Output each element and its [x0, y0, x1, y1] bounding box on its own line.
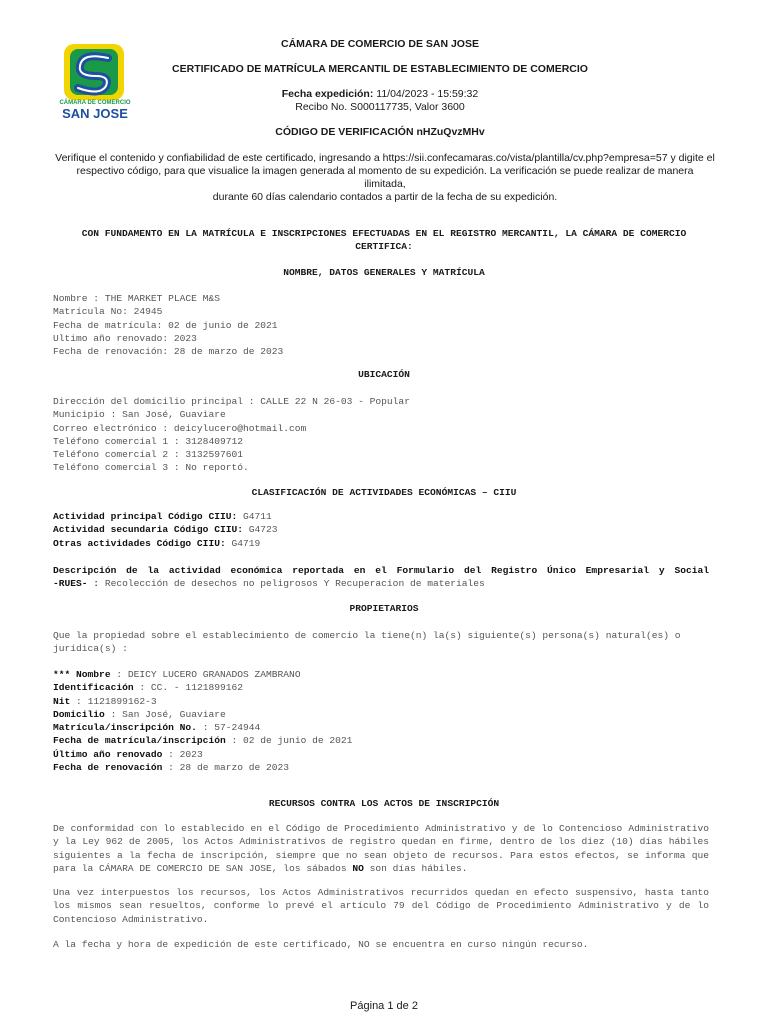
owner-sep: : [162, 762, 180, 774]
page-number: Página 1 de 2 [350, 1000, 418, 1012]
owner-sep: : [196, 722, 215, 734]
notice-line: respectivo código, para que visualice la imagen generada al momento de su expedición. La verificación se puede realizar de manera ilimitada, [76, 165, 694, 190]
resources-paragraph-1 [53, 822, 709, 875]
rues-label: -RUES- [53, 578, 88, 590]
location-heading: UBICACIÓN [358, 369, 410, 380]
general-line: Fecha de matrícula: 02 de junio de 2021 [53, 319, 278, 331]
ciiu-label: Actividad principal Código CIIU: [53, 511, 238, 522]
issue-date [160, 88, 600, 101]
ciiu-label: Actividad secundaria Código CIIU: [53, 524, 243, 536]
location-line: Teléfono comercial 2 : 3132597601 [53, 449, 243, 461]
owners-heading: PROPIETARIOS [349, 603, 419, 614]
owner-value: 1121899162-3 [87, 695, 157, 707]
notice-line: Verifique el contenido y confiabilidad de este certificado, ingresando a https://sii.confecamaras.co/vista/plantilla/cv.php?empresa=57 y digite el [55, 152, 715, 164]
owner-label: *** Nombre [53, 669, 111, 680]
owner-sep: : [110, 669, 128, 680]
resources-p1-bold: NO [352, 862, 364, 874]
owner-sep: : [225, 735, 243, 747]
general-heading: NOMBRE, DATOS GENERALES Y MATRÍCULA [283, 267, 485, 278]
owners-intro [53, 629, 721, 656]
intro [50, 227, 718, 254]
location-line: Teléfono comercial 3 : No reportó. [53, 462, 249, 474]
ciiu-heading: CLASIFICACIÓN DE ACTIVIDADES ECONÓMICAS – CIIU [251, 487, 517, 498]
owner-value: 28 de marzo de 2023 [179, 762, 290, 774]
general-line: Matrícula No: 24945 [53, 306, 163, 318]
owner-value: 57-24944 [214, 722, 261, 734]
owner-label: Fecha de renovación [53, 762, 163, 774]
ciiu-value: G4723 [248, 524, 278, 536]
owner-label: Fecha de matrícula/inscripción [53, 735, 226, 747]
location-line: Correo electrónico : deicylucero@hotmail.com [53, 422, 307, 434]
activity-desc-value: Recolección de desechos no peligrosos Y Recuperacion de materiales [104, 578, 485, 590]
ciiu-label: Otras actividades Código CIIU: [53, 537, 226, 549]
owner-label: Último año renovado [53, 748, 163, 760]
logo-text-bottom: SAN JOSE [62, 106, 128, 121]
owner-label: Nit [53, 695, 71, 707]
resources-paragraph-2: Una vez interpuestos los recursos, los Actos Administrativos recurridos quedan en efecto suspensivo, hasta tanto los mismos sean resueltos, conforme lo prevé el artículo 79 del Código de Procedimiento Administrativo y de lo Contencioso Administrativo. [53, 887, 709, 925]
resources-heading: RECURSOS CONTRA LOS ACTOS DE INSCRIPCIÓN [268, 798, 500, 809]
general-line: Ultimo año renovado: 2023 [53, 332, 197, 344]
resources-p1-text: De conformidad con lo establecido en el Código de Procedimiento Administrativo y de lo Contencioso Administrativo y la Ley 962 de 2005, los Actos Administrativos de registro quedan en firme, dentro de los diez (10) días hábiles siguientes a la fecha de inscripción, siempre que no sean objeto de recursos. Para estos efectos, se informa que para la CÁMARA DE COMERCIO DE SAN JOSE, los sábados [53, 823, 709, 874]
ciiu-value: G4711 [243, 511, 272, 522]
issue-date-label: Fecha expedición: [281, 88, 374, 100]
org-name: CÁMARA DE COMERCIO DE SAN JOSE [281, 38, 479, 50]
owner-data [53, 668, 721, 774]
general-line: Nombre : THE MARKET PLACE M&S [53, 293, 220, 304]
owner-value: 2023 [179, 748, 203, 760]
general-line: Fecha de renovación: 28 de marzo de 2023 [53, 346, 284, 358]
activity-desc-label: Descripción de la actividad económica reportada en el Formulario del Registro Único Empresarial y Social [53, 565, 709, 576]
owner-sep: : [70, 695, 88, 707]
resources-p1-tail: son días hábiles. [363, 862, 468, 874]
issue-date-value: 11/04/2023 - 15:59:32 [376, 88, 479, 100]
location-line: Dirección del domicilio principal : CALLE 22 N 26-03 - Popular [53, 396, 410, 407]
certificate-title: CERTIFICADO DE MATRÍCULA MERCANTIL DE ESTABLECIMIENTO DE COMERCIO [172, 63, 588, 75]
notice-line: durante 60 días calendario contados a partir de la fecha de su expedición. [212, 191, 558, 203]
intro-line: CERTIFICA: [355, 241, 413, 253]
resources-paragraph-3: A la fecha y hora de expedición de este certificado, NO se encuentra en curso ningún recurso. [53, 939, 589, 950]
location-data [53, 395, 721, 475]
desc-sep: : [87, 578, 105, 590]
intro-line: CON FUNDAMENTO EN LA MATRÍCULA E INSCRIPCIONES EFECTUADAS EN EL REGISTRO MERCANTIL, LA CÁMARA DE COMERCIO [81, 228, 687, 239]
owner-sep: : [133, 682, 151, 694]
owner-value: San José, Guaviare [122, 708, 226, 720]
verification-code: CÓDIGO DE VERIFICACIÓN nHZuQvzMHv [275, 126, 485, 138]
verification-notice [55, 152, 715, 204]
owner-sep: : [104, 708, 123, 720]
activity-description [53, 564, 709, 591]
receipt: Recibo No. S000117735, Valor 3600 [295, 101, 465, 113]
owner-value: CC. - 1121899162 [150, 682, 244, 694]
owners-intro-line: jurídica(s) : [53, 643, 128, 655]
ciiu-data [53, 510, 721, 550]
owner-value: 02 de junio de 2021 [243, 735, 353, 747]
owner-label: Matrícula/inscripción No. [53, 722, 197, 734]
owner-label: Domicilio [53, 708, 105, 720]
logo-text-top: CÁMARA DE COMERCIO [59, 100, 131, 106]
location-line: Municipio : San José, Guaviare [53, 409, 226, 421]
location-line: Teléfono comercial 1 : 3128409712 [53, 435, 243, 447]
general-data [53, 292, 721, 358]
owner-label: Identificación [53, 682, 134, 694]
owners-intro-line: Que la propiedad sobre el establecimiento de comercio la tiene(n) la(s) siguiente(s) persona(s) natural(es) o [53, 630, 681, 641]
owner-value: DEICY LUCERO GRANADOS ZAMBRANO [127, 669, 301, 680]
owner-sep: : [162, 748, 180, 760]
ciiu-value: G4719 [231, 537, 261, 549]
